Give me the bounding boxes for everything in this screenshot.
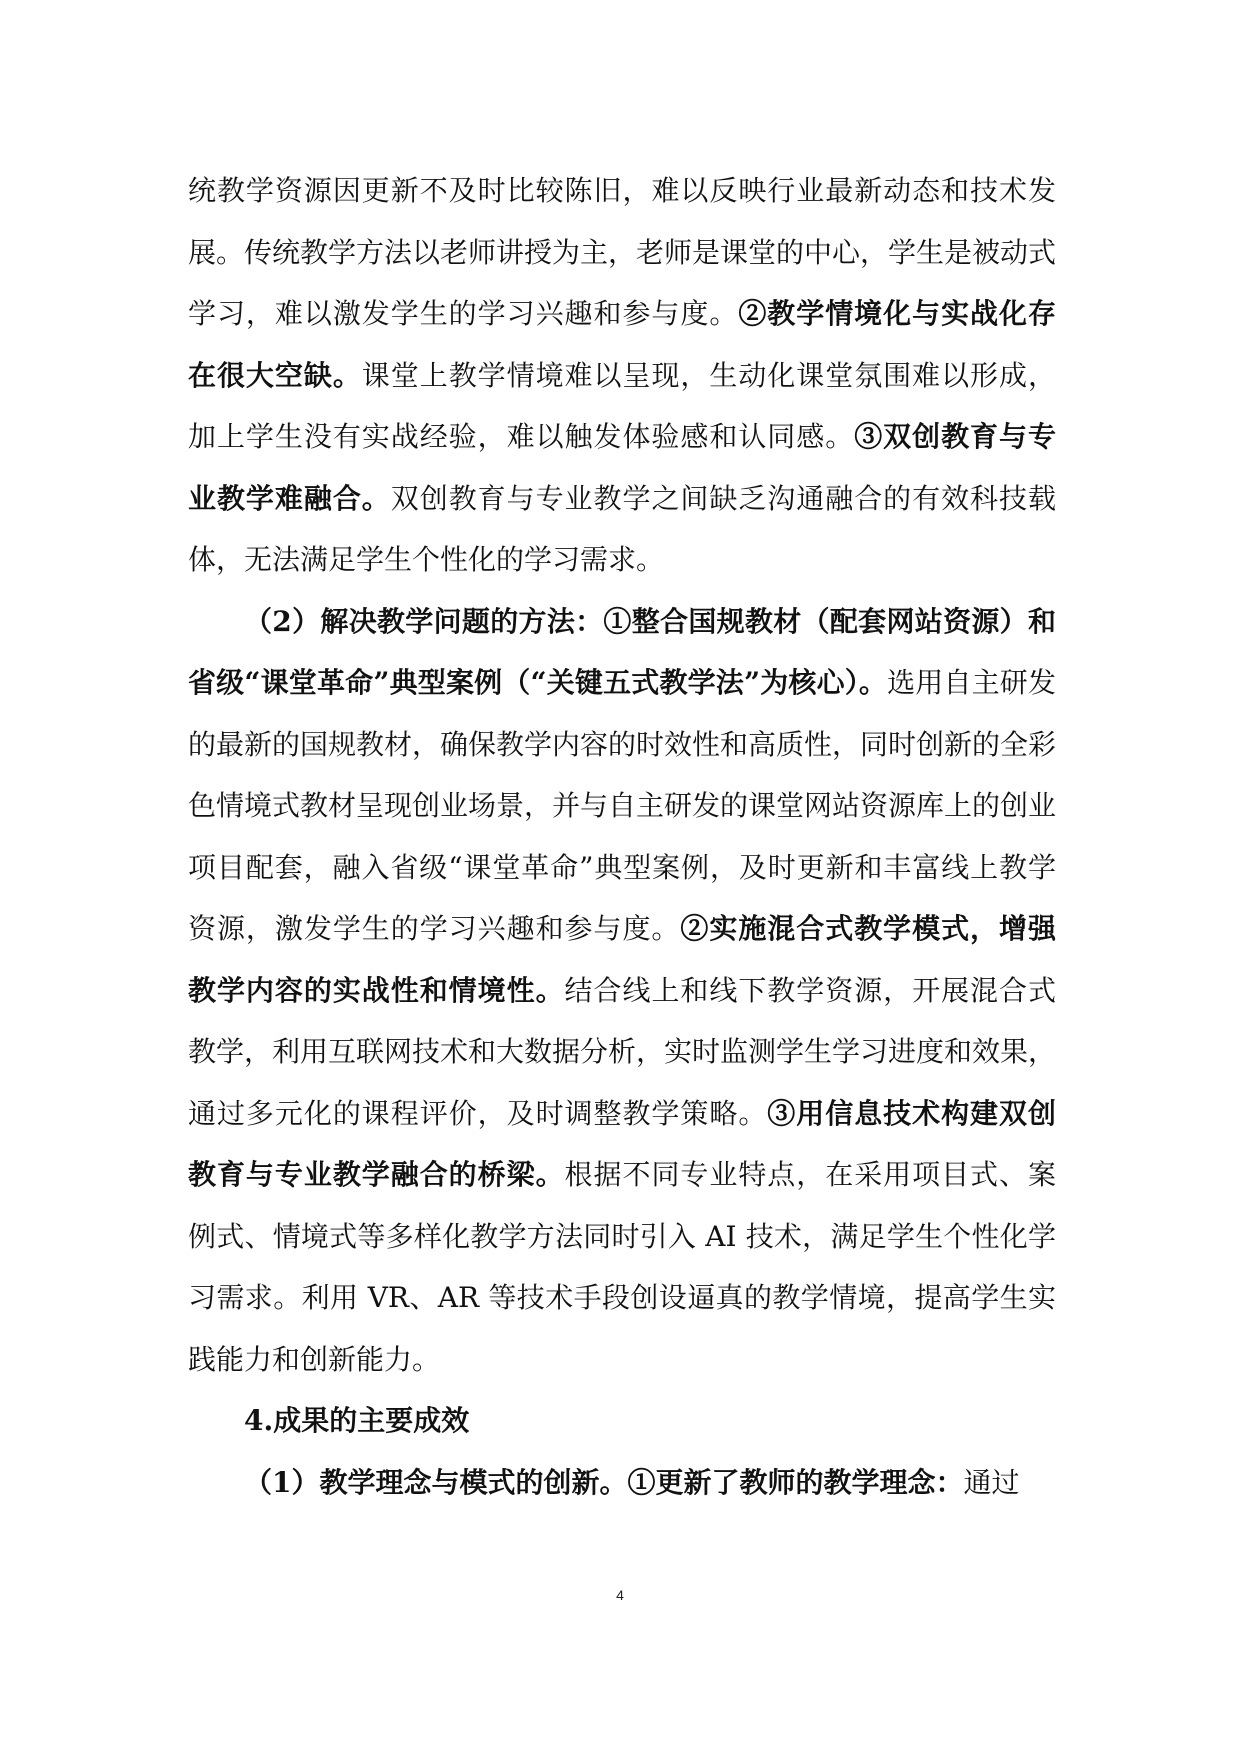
bold-heading-run: 4.成果的主要成效 <box>244 1404 470 1437</box>
text-run: 结合线上和线下教学资源，开展混合式教学，利用互联网技术和大数据分析，实时监测学生学习进度和效果，通过多元化的课程评价，及时调整教学策略。 <box>188 973 1057 1130</box>
paragraph-1 <box>188 160 1056 591</box>
text-run: 双创教育与专业教学之间缺乏沟通融合的有效科技载体，无法满足学生个性化的学习需求。 <box>188 481 1056 576</box>
body-text <box>188 160 1056 1513</box>
bold-heading-run: （2）解决教学问题的方法：①整合国规教材（配套网站资源）和省级“课堂革命”典型案例（“关键五式教学法”为核心）。 <box>188 604 1056 699</box>
bold-heading-run: ②教学情境化与实战化存在很大空缺。 <box>188 297 1056 392</box>
bold-heading-run: ③双创教育与专业教学难融合。 <box>188 420 1056 515</box>
bold-heading-run: （1）教学理念与模式的创新。①更新了教师的教学理念： <box>244 1465 964 1499</box>
bold-heading-run: ②实施混合式教学模式，增强教学内容的实战性和情境性。 <box>188 912 1056 1007</box>
bold-heading-run: ③用信息技术构建双创教育与专业教学融合的桥梁。 <box>188 1096 1056 1191</box>
text-run: 选用自主研发的最新的国规教材，确保教学内容的时效性和高质性，同时创新的全彩色情境式教材呈现创业场景，并与自主研发的课堂网站资源库上的创业项目配套，融入省级“课堂革命”典型案例，及时更新和丰富线上教学资源，激发学生的学习兴趣和参与度。 <box>188 666 1057 945</box>
text-run: 根据不同专业特点，在采用项目式、案例式、情境式等多样化教学方法同时引入 AI 技术，满足学生个性化学习需求。利用 VR、AR 等技术手段创设逼真的教学情境，提高学生实践能力和创新能力。 <box>188 1158 1056 1376</box>
text-run: 课堂上教学情境难以呈现，生动化课堂氛围难以形成，加上学生没有实战经验，难以触发体验感和认同感。 <box>188 358 1056 453</box>
text-run: 通过 <box>963 1465 1020 1499</box>
paragraph-2 <box>188 591 1056 1391</box>
page-number: 4 <box>616 1587 624 1603</box>
paragraph-3 <box>188 1452 1056 1514</box>
section-heading <box>188 1390 1056 1452</box>
text-run: 统教学资源因更新不及时比较陈旧，难以反映行业最新动态和技术发展。传统教学方法以老师讲授为主，老师是课堂的中心，学生是被动式学习，难以激发学生的学习兴趣和参与度。 <box>188 174 1057 330</box>
